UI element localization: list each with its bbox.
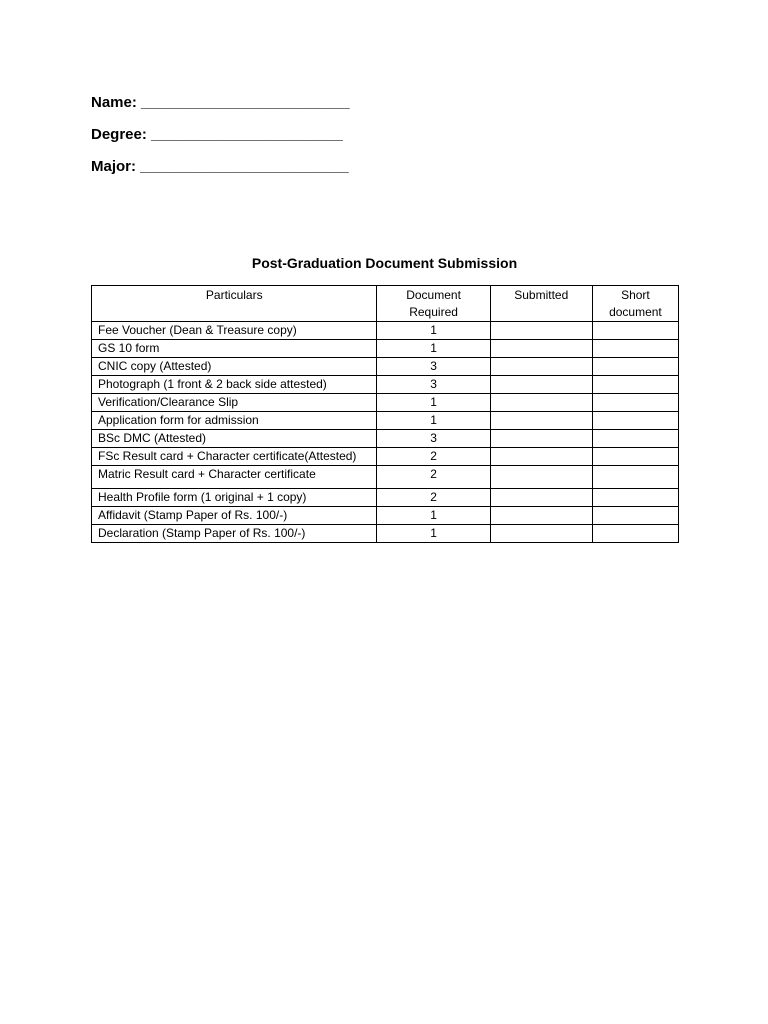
major-field[interactable] [91, 157, 350, 189]
submitted-cell[interactable] [490, 358, 592, 376]
short-document-cell[interactable] [592, 322, 678, 340]
short-document-cell[interactable] [592, 489, 678, 507]
table-row [92, 466, 679, 489]
table-row [92, 412, 679, 430]
short-document-cell[interactable] [592, 507, 678, 525]
particular-cell: Verification/Clearance Slip [92, 394, 377, 412]
document-title: Post-Graduation Document Submission [251, 255, 518, 271]
short-document-cell[interactable] [592, 430, 678, 448]
table-row [92, 489, 679, 507]
submitted-cell[interactable] [490, 489, 592, 507]
submitted-cell[interactable] [490, 412, 592, 430]
table-header-row [92, 286, 679, 322]
table-row [92, 322, 679, 340]
required-count-cell: 2 [377, 489, 490, 507]
required-count-cell: 1 [377, 394, 490, 412]
name-label: Name: [91, 94, 137, 111]
particular-cell: GS 10 form [92, 340, 377, 358]
required-count-cell: 2 [377, 466, 490, 489]
short-document-cell[interactable] [592, 466, 678, 489]
particular-cell: Application form for admission [92, 412, 377, 430]
header-submitted: Submitted [490, 286, 592, 322]
header-short-document: Short document [592, 286, 678, 322]
particular-cell: Affidavit (Stamp Paper of Rs. 100/-) [92, 507, 377, 525]
submitted-cell[interactable] [490, 340, 592, 358]
name-blank-line[interactable]: _________________________ [141, 94, 350, 111]
document-submission-table [91, 285, 679, 543]
submitted-cell[interactable] [490, 507, 592, 525]
required-count-cell: 3 [377, 358, 490, 376]
table-row [92, 394, 679, 412]
degree-blank-line[interactable]: _______________________ [151, 126, 343, 143]
name-field[interactable] [91, 93, 350, 125]
submitted-cell[interactable] [490, 376, 592, 394]
table-row [92, 430, 679, 448]
particular-cell: Health Profile form (1 original + 1 copy) [92, 489, 377, 507]
short-document-cell[interactable] [592, 412, 678, 430]
particular-cell: Declaration (Stamp Paper of Rs. 100/-) [92, 525, 377, 543]
particular-cell: Fee Voucher (Dean & Treasure copy) [92, 322, 377, 340]
particular-cell: BSc DMC (Attested) [92, 430, 377, 448]
particular-cell: Matric Result card + Character certificate [92, 466, 377, 489]
required-count-cell: 1 [377, 322, 490, 340]
required-count-cell: 2 [377, 448, 490, 466]
major-blank-line[interactable]: _________________________ [140, 158, 349, 175]
required-count-cell: 1 [377, 525, 490, 543]
required-count-cell: 1 [377, 507, 490, 525]
table-row [92, 507, 679, 525]
required-count-cell: 3 [377, 376, 490, 394]
short-document-cell[interactable] [592, 376, 678, 394]
degree-field[interactable] [91, 125, 350, 157]
header-document-required: Document Required [377, 286, 490, 322]
submitted-cell[interactable] [490, 322, 592, 340]
particular-cell: FSc Result card + Character certificate(Attested) [92, 448, 377, 466]
major-label: Major: [91, 158, 136, 175]
short-document-cell[interactable] [592, 394, 678, 412]
table-row [92, 448, 679, 466]
student-info-fields [91, 93, 350, 189]
submitted-cell[interactable] [490, 394, 592, 412]
required-count-cell: 1 [377, 340, 490, 358]
short-document-cell[interactable] [592, 358, 678, 376]
table-row [92, 376, 679, 394]
short-document-cell[interactable] [592, 448, 678, 466]
submitted-cell[interactable] [490, 466, 592, 489]
header-particulars: Particulars [92, 286, 377, 322]
submitted-cell[interactable] [490, 525, 592, 543]
submitted-cell[interactable] [490, 448, 592, 466]
table-row [92, 358, 679, 376]
short-document-cell[interactable] [592, 525, 678, 543]
particular-cell: Photograph (1 front & 2 back side attested) [92, 376, 377, 394]
submitted-cell[interactable] [490, 430, 592, 448]
particular-cell: CNIC copy (Attested) [92, 358, 377, 376]
short-document-cell[interactable] [592, 340, 678, 358]
table-row [92, 340, 679, 358]
table-row [92, 525, 679, 543]
required-count-cell: 1 [377, 412, 490, 430]
degree-label: Degree: [91, 126, 147, 143]
required-count-cell: 3 [377, 430, 490, 448]
